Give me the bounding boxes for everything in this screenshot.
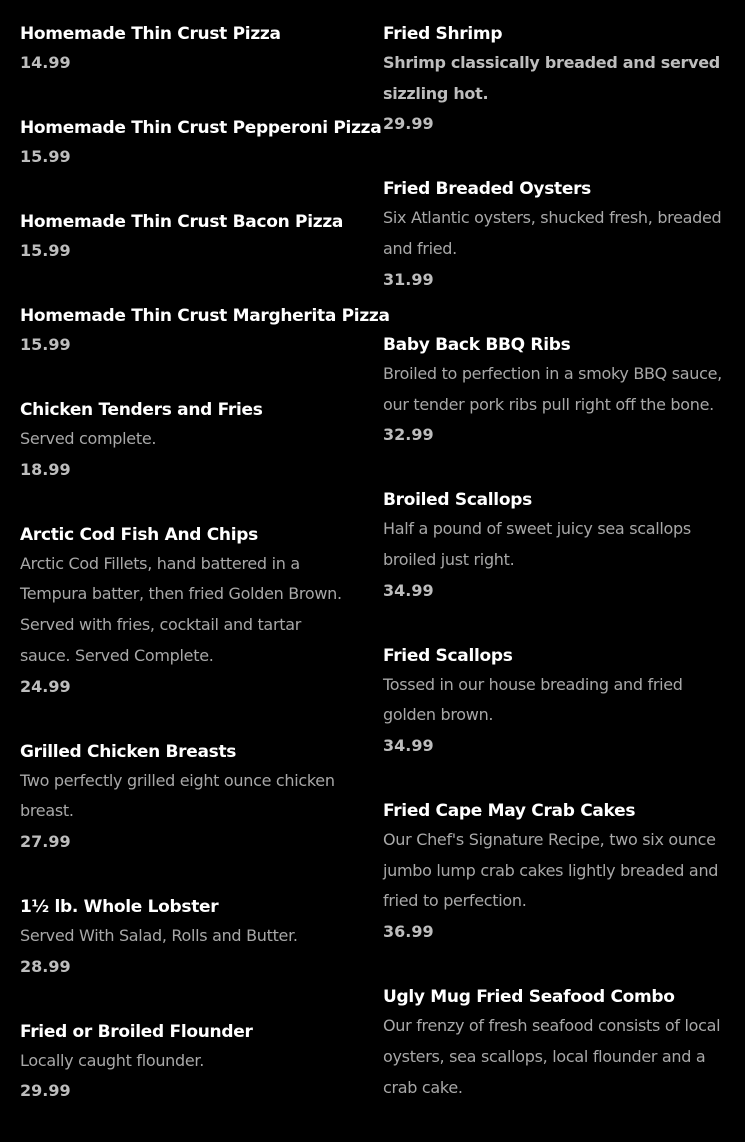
menu-item-price: 15.99 <box>20 335 71 354</box>
menu-item-description: Our Chef's Signature Recipe, two six ounce jumbo lump crab cakes lightly breaded and fried to perfection. <box>383 830 719 911</box>
menu-item-name: Fried Shrimp <box>383 24 503 44</box>
menu-item-name: Arctic Cod Fish And Chips <box>20 524 258 545</box>
menu-item-name: Fried Cape May Crab Cakes <box>383 801 636 822</box>
menu-item-price: 24.99 <box>20 676 71 696</box>
menu-column-left <box>20 20 390 1142</box>
menu-item-price: 28.99 <box>20 956 71 976</box>
menu-item-price: 18.99 <box>20 459 71 479</box>
menu-item[interactable] <box>20 1018 355 1107</box>
menu-item-description: Broiled to perfection in a smoky BBQ sauce, our tender pork ribs pull right off the bone. <box>383 363 722 414</box>
menu-item-name: Fried Breaded Oysters <box>383 179 591 200</box>
menu-item[interactable] <box>20 20 355 78</box>
menu-item-name: Baby Back BBQ Ribs <box>383 334 571 355</box>
menu-item-name: Ugly Mug Fried Seafood Combo <box>383 987 675 1008</box>
menu-item-name: Homemade Thin Crust Pepperoni Pizza <box>20 118 382 138</box>
menu-item[interactable] <box>20 738 355 857</box>
menu-item-name: Chicken Tenders and Fries <box>20 400 263 420</box>
menu-column-right <box>383 20 728 1139</box>
menu-item-price: 32.99 <box>383 425 434 445</box>
menu-item-price: 15.99 <box>20 147 71 166</box>
menu-item-name: Homemade Thin Crust Pizza <box>20 24 281 44</box>
menu-item[interactable] <box>383 983 728 1103</box>
menu-item-price: 29.99 <box>383 114 434 134</box>
menu-item-name: Fried Scallops <box>383 645 513 666</box>
menu-item-name: Fried or Broiled Flounder <box>20 1021 253 1042</box>
menu-item-description: Served With Salad, Rolls and Butter. <box>20 925 298 945</box>
menu-item-description: Locally caught flounder. <box>20 1050 205 1070</box>
menu-item-description: Two perfectly grilled eight ounce chicken breast. <box>20 770 335 821</box>
menu-item-name: Homemade Thin Crust Margherita Pizza <box>20 306 390 326</box>
menu-item-name: Homemade Thin Crust Bacon Pizza <box>20 212 344 232</box>
menu-item-price: 14.99 <box>20 53 71 72</box>
menu-item-price: 31.99 <box>383 269 434 289</box>
menu-item[interactable] <box>383 642 728 761</box>
menu-item-description: Arctic Cod Fillets, hand battered in a Tempura batter, then fried Golden Brown. Served with fries, cocktail and tartar sauce. Served Complete. <box>20 553 342 665</box>
menu-item-description: Served complete. <box>20 429 157 448</box>
menu-item[interactable] <box>20 521 355 702</box>
menu-item[interactable] <box>20 302 390 360</box>
menu-item-description: Half a pound of sweet juicy sea scallops broiled just right. <box>383 519 691 569</box>
menu-item[interactable] <box>20 893 355 982</box>
menu-item[interactable] <box>20 208 355 266</box>
menu-item-price: 29.99 <box>20 1081 71 1101</box>
menu-item[interactable] <box>20 396 355 485</box>
menu-item[interactable] <box>383 797 728 947</box>
menu-item-price: 34.99 <box>383 736 434 756</box>
menu-item-description: Shrimp classically breaded and served sizzling hot. <box>383 53 720 103</box>
menu-item-price: 36.99 <box>383 922 434 942</box>
menu-item-price: 34.99 <box>383 580 434 600</box>
menu-item-name: Broiled Scallops <box>383 490 532 511</box>
menu-item-name: Grilled Chicken Breasts <box>20 741 237 762</box>
menu-item-description: Tossed in our house breading and fried golden brown. <box>383 674 683 725</box>
menu-item[interactable] <box>383 331 728 450</box>
menu-item[interactable] <box>383 175 728 294</box>
menu-item[interactable] <box>383 20 728 139</box>
menu-item-price: 15.99 <box>20 241 71 260</box>
menu-item[interactable] <box>383 486 728 605</box>
menu-item-name: 1½ lb. Whole Lobster <box>20 896 219 917</box>
menu-item[interactable] <box>20 114 382 172</box>
menu-item-description: Six Atlantic oysters, shucked fresh, breaded and fried. <box>383 208 722 259</box>
menu-item-description: Our frenzy of fresh seafood consists of local oysters, sea scallops, local flounder and a crab cake. <box>383 1016 721 1097</box>
menu-item-price: 27.99 <box>20 831 71 851</box>
